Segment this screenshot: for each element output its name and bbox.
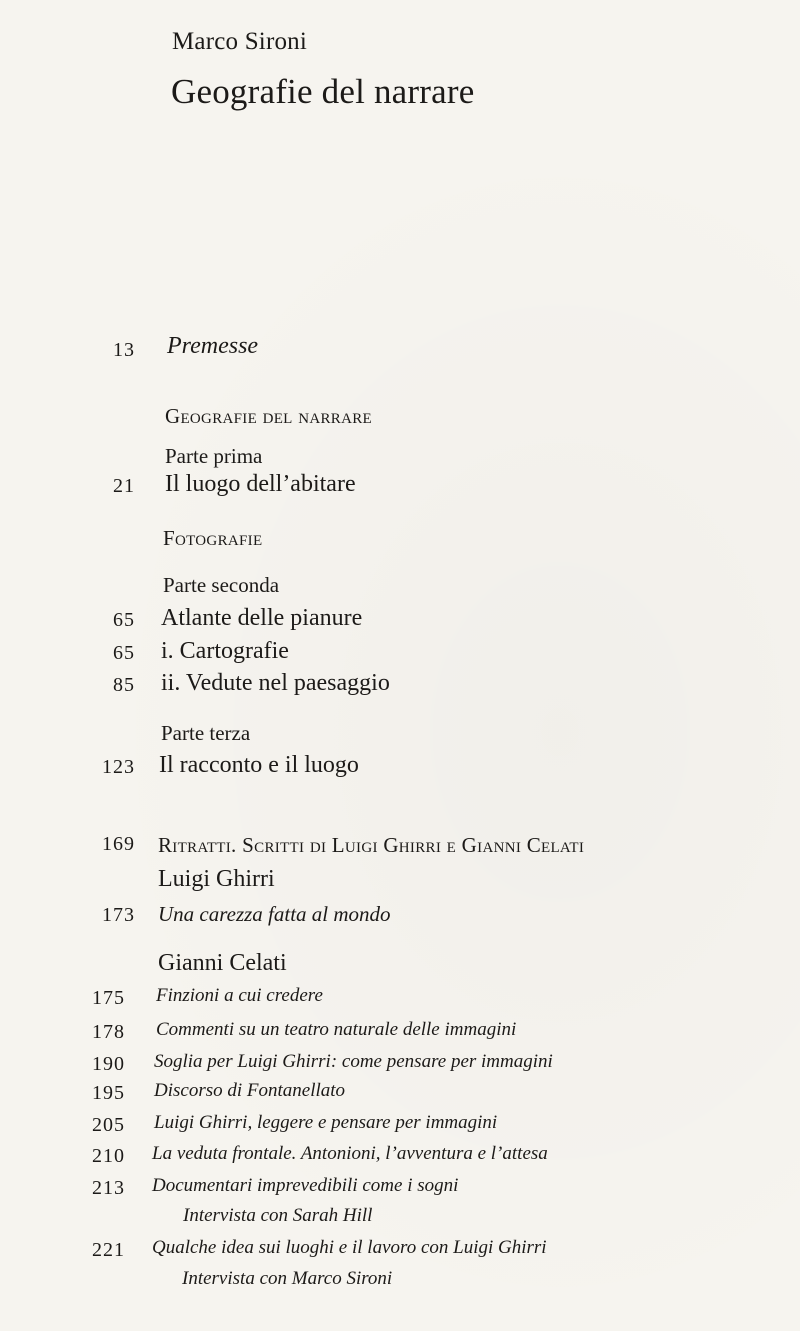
toc-sub-entry: Intervista con Sarah Hill <box>183 1205 373 1226</box>
toc-page-number: 213 <box>92 1177 125 1199</box>
toc-author-label: Luigi Ghirri <box>158 866 275 892</box>
toc-page-number: 65 <box>113 642 135 664</box>
toc-entry <box>0 1019 800 1049</box>
toc-entry <box>0 670 800 700</box>
toc-entry-text: Premesse <box>167 333 259 359</box>
toc-page-number: 210 <box>92 1145 125 1167</box>
toc-entry-text: Discorso di Fontanellato <box>154 1080 346 1101</box>
toc-entry <box>0 1051 800 1081</box>
toc-entry-text: Commenti su un teatro naturale delle immagini <box>156 1019 517 1040</box>
toc-entry <box>0 1112 800 1142</box>
toc-part-label: Parte terza <box>161 721 251 745</box>
toc-page-number: 195 <box>92 1082 125 1104</box>
book-title: Geografie del narrare <box>171 72 475 111</box>
toc-entry-text: Il racconto e il luogo <box>159 752 359 778</box>
toc-sub-entry: Intervista con Marco Sironi <box>182 1268 393 1289</box>
toc-page-number: 85 <box>113 674 135 696</box>
toc-entry <box>0 1175 800 1205</box>
toc-entry-premesse <box>0 333 800 363</box>
toc-entry-text: La veduta frontale. Antonioni, l’avventura e l’attesa <box>152 1143 548 1164</box>
toc-entry-text: Finzioni a cui credere <box>156 985 323 1006</box>
toc-entry <box>0 1143 800 1173</box>
toc-entry-text: Qualche idea sui luoghi e il lavoro con Luigi Ghirri <box>152 1237 547 1258</box>
toc-part-label: Parte prima <box>165 444 263 468</box>
toc-section-heading: Fotografie <box>163 526 263 550</box>
toc-entry-text: Il luogo dell’abitare <box>165 471 356 497</box>
toc-page-number: 13 <box>113 339 135 361</box>
toc-entry <box>0 752 800 782</box>
toc-page-number: 178 <box>92 1021 125 1043</box>
toc-entry <box>0 471 800 501</box>
toc-page-number: 190 <box>92 1053 125 1075</box>
toc-section-heading: Geografie del narrare <box>165 404 372 428</box>
toc-entry-ritratti <box>0 833 800 863</box>
toc-page-number: 123 <box>102 756 135 778</box>
toc-entry <box>0 638 800 668</box>
toc-page-number: 221 <box>92 1239 125 1261</box>
toc-page-number: 173 <box>102 904 135 926</box>
toc-entry <box>0 902 800 932</box>
toc-entry-text: Una carezza fatta al mondo <box>158 902 391 926</box>
toc-page-number: 21 <box>113 475 135 497</box>
toc-page-number: 169 <box>102 833 135 855</box>
toc-entry-text: Luigi Ghirri, leggere e pensare per immagini <box>154 1112 498 1133</box>
toc-page-number: 205 <box>92 1114 125 1136</box>
toc-entry-text: i. Cartografie <box>161 638 289 664</box>
toc-entry-text: Atlante delle pianure <box>161 605 363 631</box>
toc-page-number: 175 <box>92 987 125 1009</box>
toc-entry-text: ii. Vedute nel paesaggio <box>161 670 390 696</box>
toc-entry-text: Soglia per Luigi Ghirri: come pensare per immagini <box>154 1051 553 1072</box>
toc-entry <box>0 1080 800 1110</box>
toc-entry-text: Ritratti. Scritti di Luigi Ghirri e Gianni Celati <box>158 833 585 857</box>
book-author: Marco Sironi <box>172 28 308 55</box>
toc-part-label: Parte seconda <box>163 573 280 597</box>
toc-entry-text: Documentari imprevedibili come i sogni <box>152 1175 459 1196</box>
toc-page-number: 65 <box>113 609 135 631</box>
toc-entry <box>0 985 800 1015</box>
toc-entry <box>0 1237 800 1267</box>
toc-author-label: Gianni Celati <box>158 950 287 976</box>
toc-entry <box>0 605 800 635</box>
